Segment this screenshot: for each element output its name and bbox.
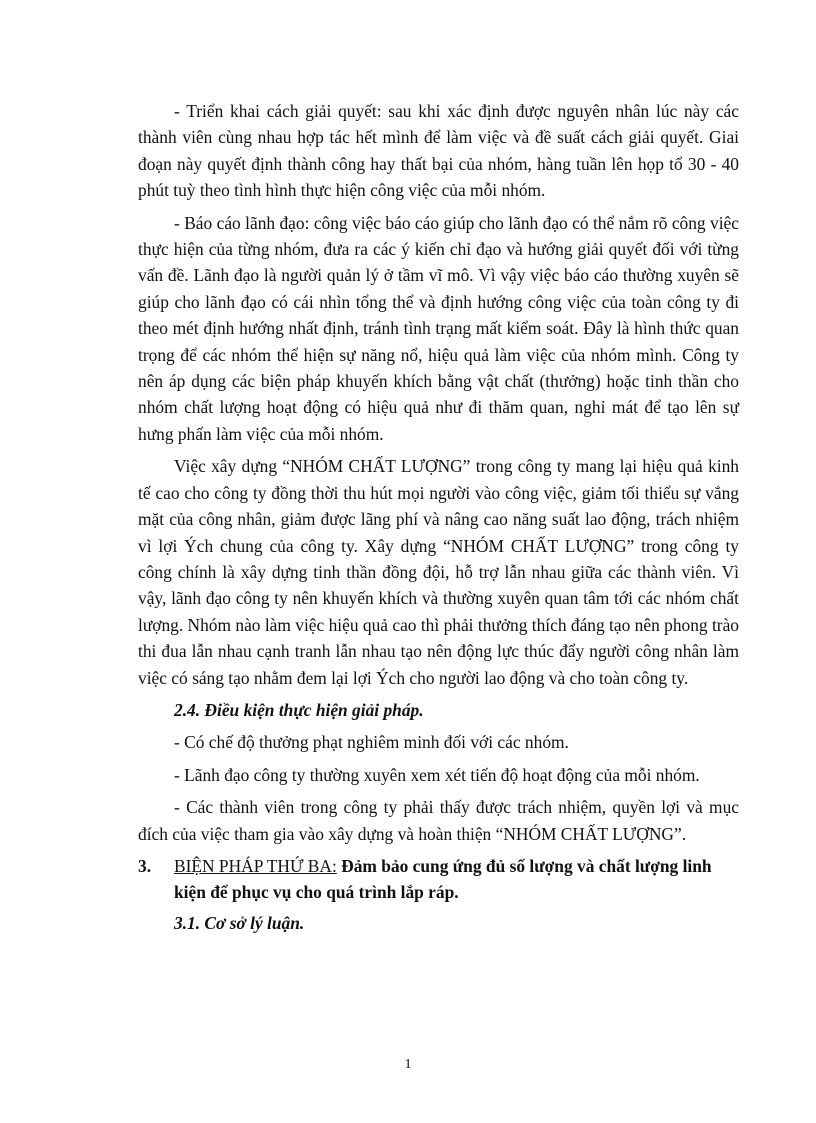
condition-item: - Có chế độ thưởng phạt nghiêm minh đối với các nhóm. [174, 732, 569, 753]
section-number: 3. [138, 855, 152, 876]
section-title [174, 853, 739, 906]
condition-item: - Các thành viên trong công ty phải thấy được trách nhiệm, quyền lợi và mục đích của việc tham gia vào xây dựng và hoàn thiện “NHÓM CHẤT LƯỢNG”. [138, 797, 739, 844]
subheading-2-4: 2.4. Điều kiện thực hiện giải pháp. [174, 699, 424, 720]
section-3-heading [138, 853, 739, 906]
paragraph-nhom-chat-luong: Việc xây dựng “NHÓM CHẤT LƯỢNG” trong công ty mang lại hiệu quả kinh tế cao cho công ty đồng thời thu hút mọi người vào công việc, giảm tối thiểu sự vắng mặt của công nhân, giảm được lãng phí và nâng cao năng suất lao động, trách nhiệm vì lợi Ých chung của công ty. Xây dựng “NHÓM CHẤT LƯỢNG” trong công ty công chính là xây dựng tinh thần đồng đội, hỗ trợ lẫn nhau giữa các thành viên. Vì vậy, lãnh đạo công ty nên khuyến khích và thường xuyên quan tâm tới các nhóm chất lượng. Nhóm nào làm việc hiệu quả cao thì phải thưởng thích đáng tạo nên phong trào thi đua lẫn nhau cạnh tranh lẫn nhau tạo nên động lực thúc đẩy người công nhân làm việc có sáng tạo nhằm đem lại lợi Ých cho người lao động và cho toàn công ty. [138, 456, 739, 688]
section-title-text: Đảm bảo cung ứng đủ số lượng và chất lượng linh kiện để phục vụ cho quá trình lắp ráp. [174, 855, 712, 903]
document-page [138, 98, 739, 942]
subheading-3-1: 3.1. Cơ sở lý luận. [174, 912, 305, 933]
paragraph-trien-khai: - Triển khai cách giải quyết: sau khi xác định được nguyên nhân lúc này các thành viên cùng nhau hợp tác hết mình để làm việc và đề suất cách giải quyết. Giai đoạn này quyết định thành công hay thất bại của nhóm, hàng tuần lên họp tổ 30 - 40 phút tuỳ theo tình hình thực hiện công việc của mỗi nhóm. [138, 101, 739, 201]
section-lead: BIỆN PHÁP THỨ BA: [174, 855, 337, 876]
paragraph-bao-cao: - Báo cáo lãnh đạo: công việc báo cáo giúp cho lãnh đạo có thể nắm rõ công việc thực hiện của từng nhóm, đưa ra các ý kiến chỉ đạo và hướng giải quyết đối với từng vấn đề. Lãnh đạo là người quản lý ở tầm vĩ mô. Vì vậy việc báo cáo thường xuyên sẽ giúp cho lãnh đạo có cái nhìn tổng thể và định hướng công việc của toàn công ty đi theo mét định hướng nhất định, tránh tình trạng mất kiểm soát. Đây là hình thức quan trọng để các nhóm thể hiện sự năng nổ, hiệu quả làm việc của nhóm mình. Công ty nên áp dụng các biện pháp khuyến khích bằng vật chất (thưởng) hoặc tinh thần cho nhóm chất lượng hoạt động có hiệu quả như đi thăm quan, nghỉ mát để tạo lên sự hưng phấn làm việc của mỗi nhóm. [138, 212, 739, 444]
page-number: 1 [404, 1057, 412, 1072]
condition-item: - Lãnh đạo công ty thường xuyên xem xét tiến độ hoạt động của mỗi nhóm. [174, 764, 700, 785]
